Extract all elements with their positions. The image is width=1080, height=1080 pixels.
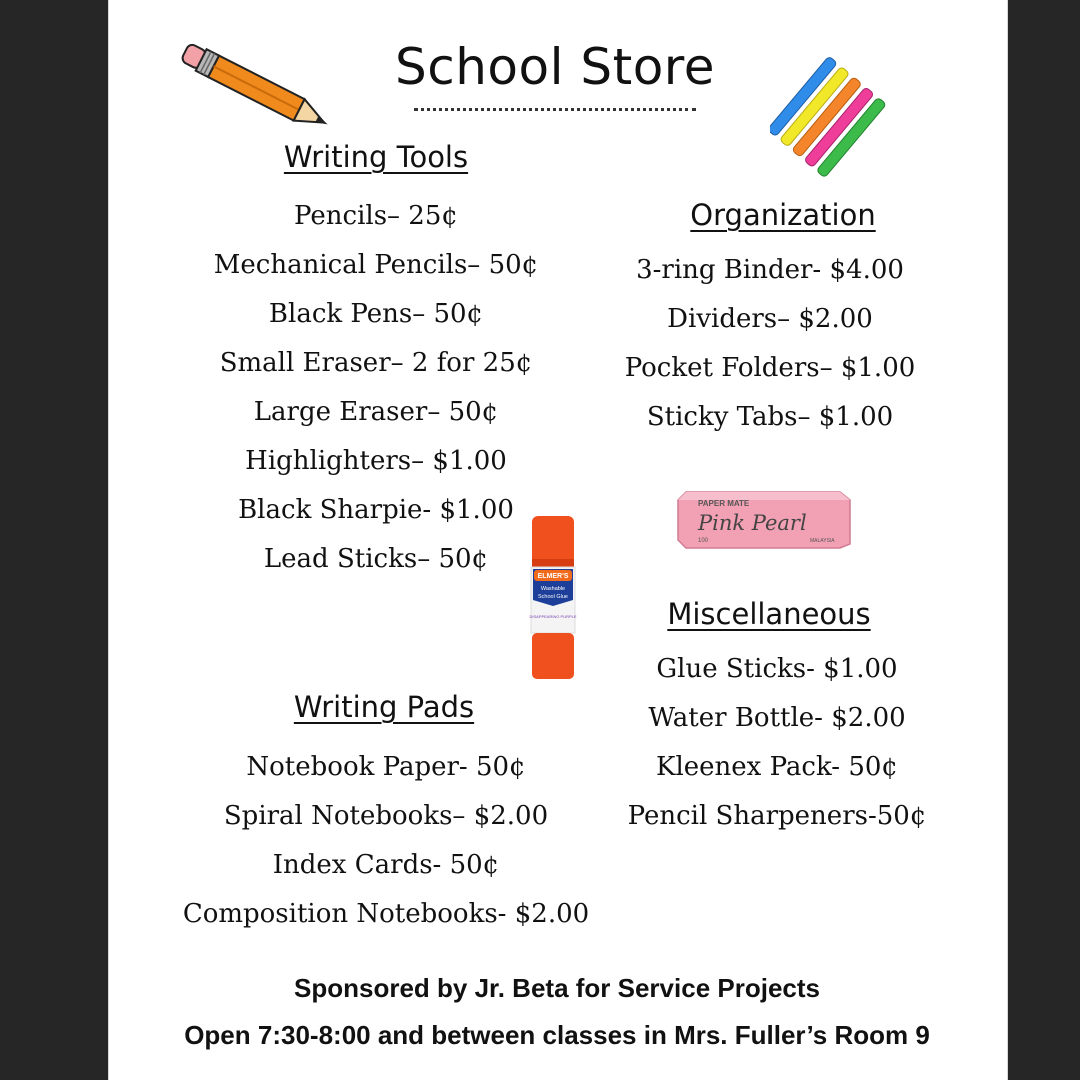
glue-label-1: Washable	[540, 586, 566, 592]
list-item: Spiral Notebooks– $2.00	[223, 801, 549, 831]
list-item: Kleenex Pack- 50¢	[656, 752, 898, 782]
glue-label-3: DISAPPEARING PURPLE	[529, 614, 577, 619]
organization-heading: Organization	[690, 198, 876, 232]
list-item: Black Sharpie- $1.00	[238, 495, 514, 525]
glue-label-2: School Glue	[538, 594, 568, 600]
list-item: Highlighters– $1.00	[245, 446, 507, 476]
eraser-brand-top: PAPER MATE	[698, 499, 750, 508]
writing-pads-list	[146, 743, 626, 939]
eraser-icon	[676, 488, 852, 552]
eraser-origin: MALAYSIA	[810, 538, 835, 544]
organization-list	[585, 246, 955, 442]
list-item: Water Bottle- $2.00	[648, 703, 906, 733]
list-item: Pencil Sharpeners-50¢	[627, 801, 927, 831]
glue-brand: ELMER'S	[537, 573, 569, 580]
list-item: Black Pens– 50¢	[268, 299, 484, 329]
writing-pads-heading: Writing Pads	[293, 690, 475, 724]
pencil-icon	[176, 30, 356, 130]
list-item: Sticky Tabs– $1.00	[646, 402, 894, 432]
title-divider	[414, 108, 696, 111]
page-title: School Store	[394, 38, 716, 96]
eraser-brand: Pink Pearl	[698, 511, 807, 535]
list-item: Mechanical Pencils– 50¢	[213, 250, 539, 280]
list-item: Large Eraser– 50¢	[253, 397, 499, 427]
eraser-number: 100	[698, 538, 709, 544]
miscellaneous-list	[592, 645, 962, 841]
list-item: Small Eraser– 2 for 25¢	[219, 348, 533, 378]
list-item: Pencils– 25¢	[294, 201, 458, 231]
list-item: Dividers– $2.00	[667, 304, 873, 334]
list-item: Glue Sticks- $1.00	[656, 654, 898, 684]
writing-tools-heading: Writing Tools	[283, 140, 469, 174]
miscellaneous-heading: Miscellaneous	[667, 597, 871, 631]
list-item: Pocket Folders– $1.00	[624, 353, 916, 383]
list-item: Composition Notebooks- $2.00	[182, 899, 590, 929]
list-item: Index Cards- 50¢	[272, 850, 500, 880]
list-item: 3-ring Binder- $4.00	[636, 255, 904, 285]
list-item: Notebook Paper- 50¢	[246, 752, 526, 782]
highlighters-icon	[770, 55, 895, 180]
list-item: Lead Sticks– 50¢	[263, 544, 489, 574]
sponsor-line: Sponsored by Jr. Beta for Service Projects	[294, 973, 820, 1003]
glue-stick-icon	[528, 514, 578, 680]
hours-line: Open 7:30-8:00 and between classes in Mrs. Fuller’s Room 9	[184, 1020, 930, 1050]
